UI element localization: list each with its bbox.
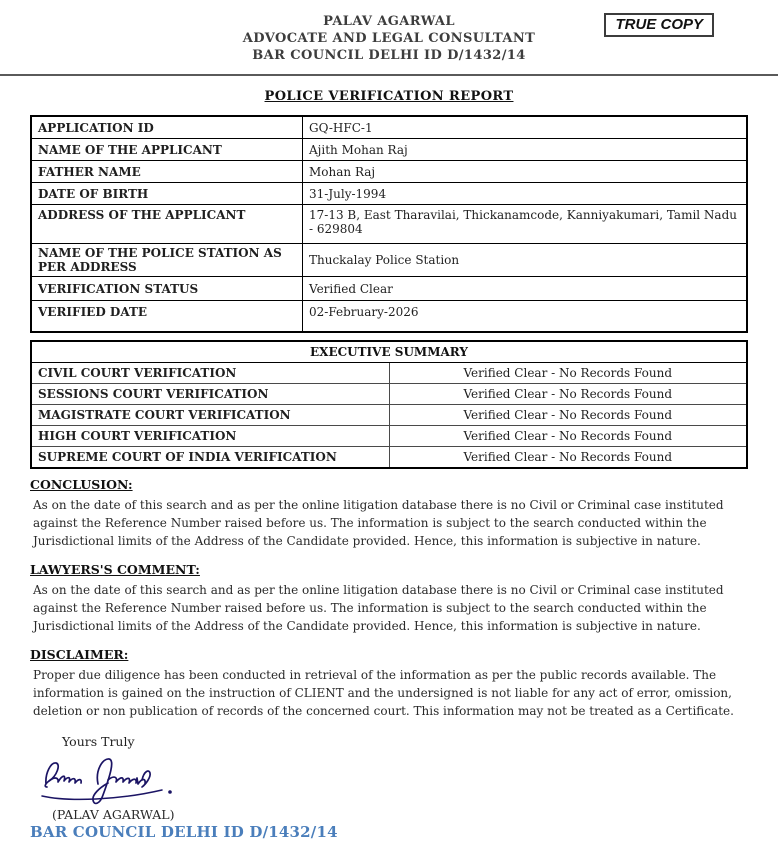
handwritten-signature <box>34 751 199 807</box>
signatory-name: (PALAV AGARWAL) <box>52 807 175 822</box>
lawyers-comment-section <box>30 562 748 635</box>
detail-value: Mohan Raj <box>303 161 748 183</box>
detail-label: DATE OF BIRTH <box>31 183 303 205</box>
applicant-details-table <box>30 115 748 333</box>
summary-value: Verified Clear - No Records Found <box>389 363 747 384</box>
detail-value: 31-July-1994 <box>303 183 748 205</box>
detail-label: VERIFIED DATE <box>31 301 303 333</box>
detail-value: Verified Clear <box>303 277 748 301</box>
true-copy-stamp: TRUE COPY <box>604 13 714 37</box>
table-row <box>31 384 747 405</box>
table-row <box>31 116 747 139</box>
summary-label: HIGH COURT VERIFICATION <box>31 426 389 447</box>
conclusion-section <box>30 477 748 550</box>
summary-value: Verified Clear - No Records Found <box>389 426 747 447</box>
detail-label: FATHER NAME <box>31 161 303 183</box>
detail-value: GQ-HFC-1 <box>303 116 748 139</box>
table-row <box>31 426 747 447</box>
summary-label: SUPREME COURT OF INDIA VERIFICATION <box>31 447 389 469</box>
detail-value: 02-February-2026 <box>303 301 748 333</box>
summary-label: CIVIL COURT VERIFICATION <box>31 363 389 384</box>
table-row <box>31 244 747 277</box>
summary-value: Verified Clear - No Records Found <box>389 405 747 426</box>
summary-value: Verified Clear - No Records Found <box>389 447 747 469</box>
table-row <box>31 447 747 469</box>
disclaimer-heading: DISCLAIMER: <box>30 647 129 662</box>
summary-label: SESSIONS COURT VERIFICATION <box>31 384 389 405</box>
executive-summary-title: EXECUTIVE SUMMARY <box>31 341 747 363</box>
table-row <box>31 363 747 384</box>
lawyers-comment-heading: LAWYERS'S COMMENT: <box>30 562 200 577</box>
detail-label: NAME OF THE APPLICANT <box>31 139 303 161</box>
letterhead-subtitle: ADVOCATE AND LEGAL CONSULTANT <box>242 31 536 46</box>
summary-value: Verified Clear - No Records Found <box>389 384 747 405</box>
conclusion-heading: CONCLUSION: <box>30 477 133 492</box>
signatory-bar-council-id: BAR COUNCIL DELHI ID D/1432/14 <box>30 823 338 841</box>
detail-value: Thuckalay Police Station <box>303 244 748 277</box>
table-row <box>31 205 747 244</box>
detail-label: NAME OF THE POLICE STATION AS PER ADDRESS <box>31 244 303 277</box>
summary-label: MAGISTRATE COURT VERIFICATION <box>31 405 389 426</box>
table-row <box>31 277 747 301</box>
disclaimer-section <box>30 647 748 720</box>
letterhead-bar-id: BAR COUNCIL DELHI ID D/1432/14 <box>252 48 526 63</box>
detail-value: Ajith Mohan Raj <box>303 139 748 161</box>
conclusion-text: As on the date of this search and as per the online litigation database there is no Civil or Criminal case instituted against the Reference Number raised before us. The information is subject to the search conducted within the Jurisdictional limits of the Address of the Candidate provided. Hence, this information is subjective in nature. <box>33 498 724 548</box>
detail-label: ADDRESS OF THE APPLICANT <box>31 205 303 244</box>
table-row <box>31 161 747 183</box>
table-row <box>31 301 747 333</box>
detail-label: APPLICATION ID <box>31 116 303 139</box>
closing-salutation: Yours Truly <box>62 734 135 749</box>
detail-value: 17-13 B, East Tharavilai, Thickanamcode, Kanniyakumari, Tamil Nadu - 629804 <box>303 205 748 244</box>
header-divider <box>0 74 778 76</box>
table-row <box>31 139 747 161</box>
table-row <box>31 341 747 363</box>
table-row <box>31 405 747 426</box>
report-title: POLICE VERIFICATION REPORT <box>264 89 514 104</box>
letterhead-name: PALAV AGARWAL <box>323 14 455 29</box>
executive-summary-table <box>30 340 748 469</box>
detail-label: VERIFICATION STATUS <box>31 277 303 301</box>
disclaimer-text: Proper due diligence has been conducted in retrieval of the information as per the public records available. The information is gained on the instruction of CLIENT and the undersigned is not liable for any act of error, omission, deletion or non publication of records of the concerned court. This information may not be treated as a Certificate. <box>33 668 734 718</box>
table-row <box>31 183 747 205</box>
lawyers-comment-text: As on the date of this search and as per the online litigation database there is no Civil or Criminal case instituted against the Reference Number raised before us. The information is subject to the search conducted within the Jurisdictional limits of the Address of the Candidate provided. Hence, this information is subjective in nature. <box>33 583 724 633</box>
